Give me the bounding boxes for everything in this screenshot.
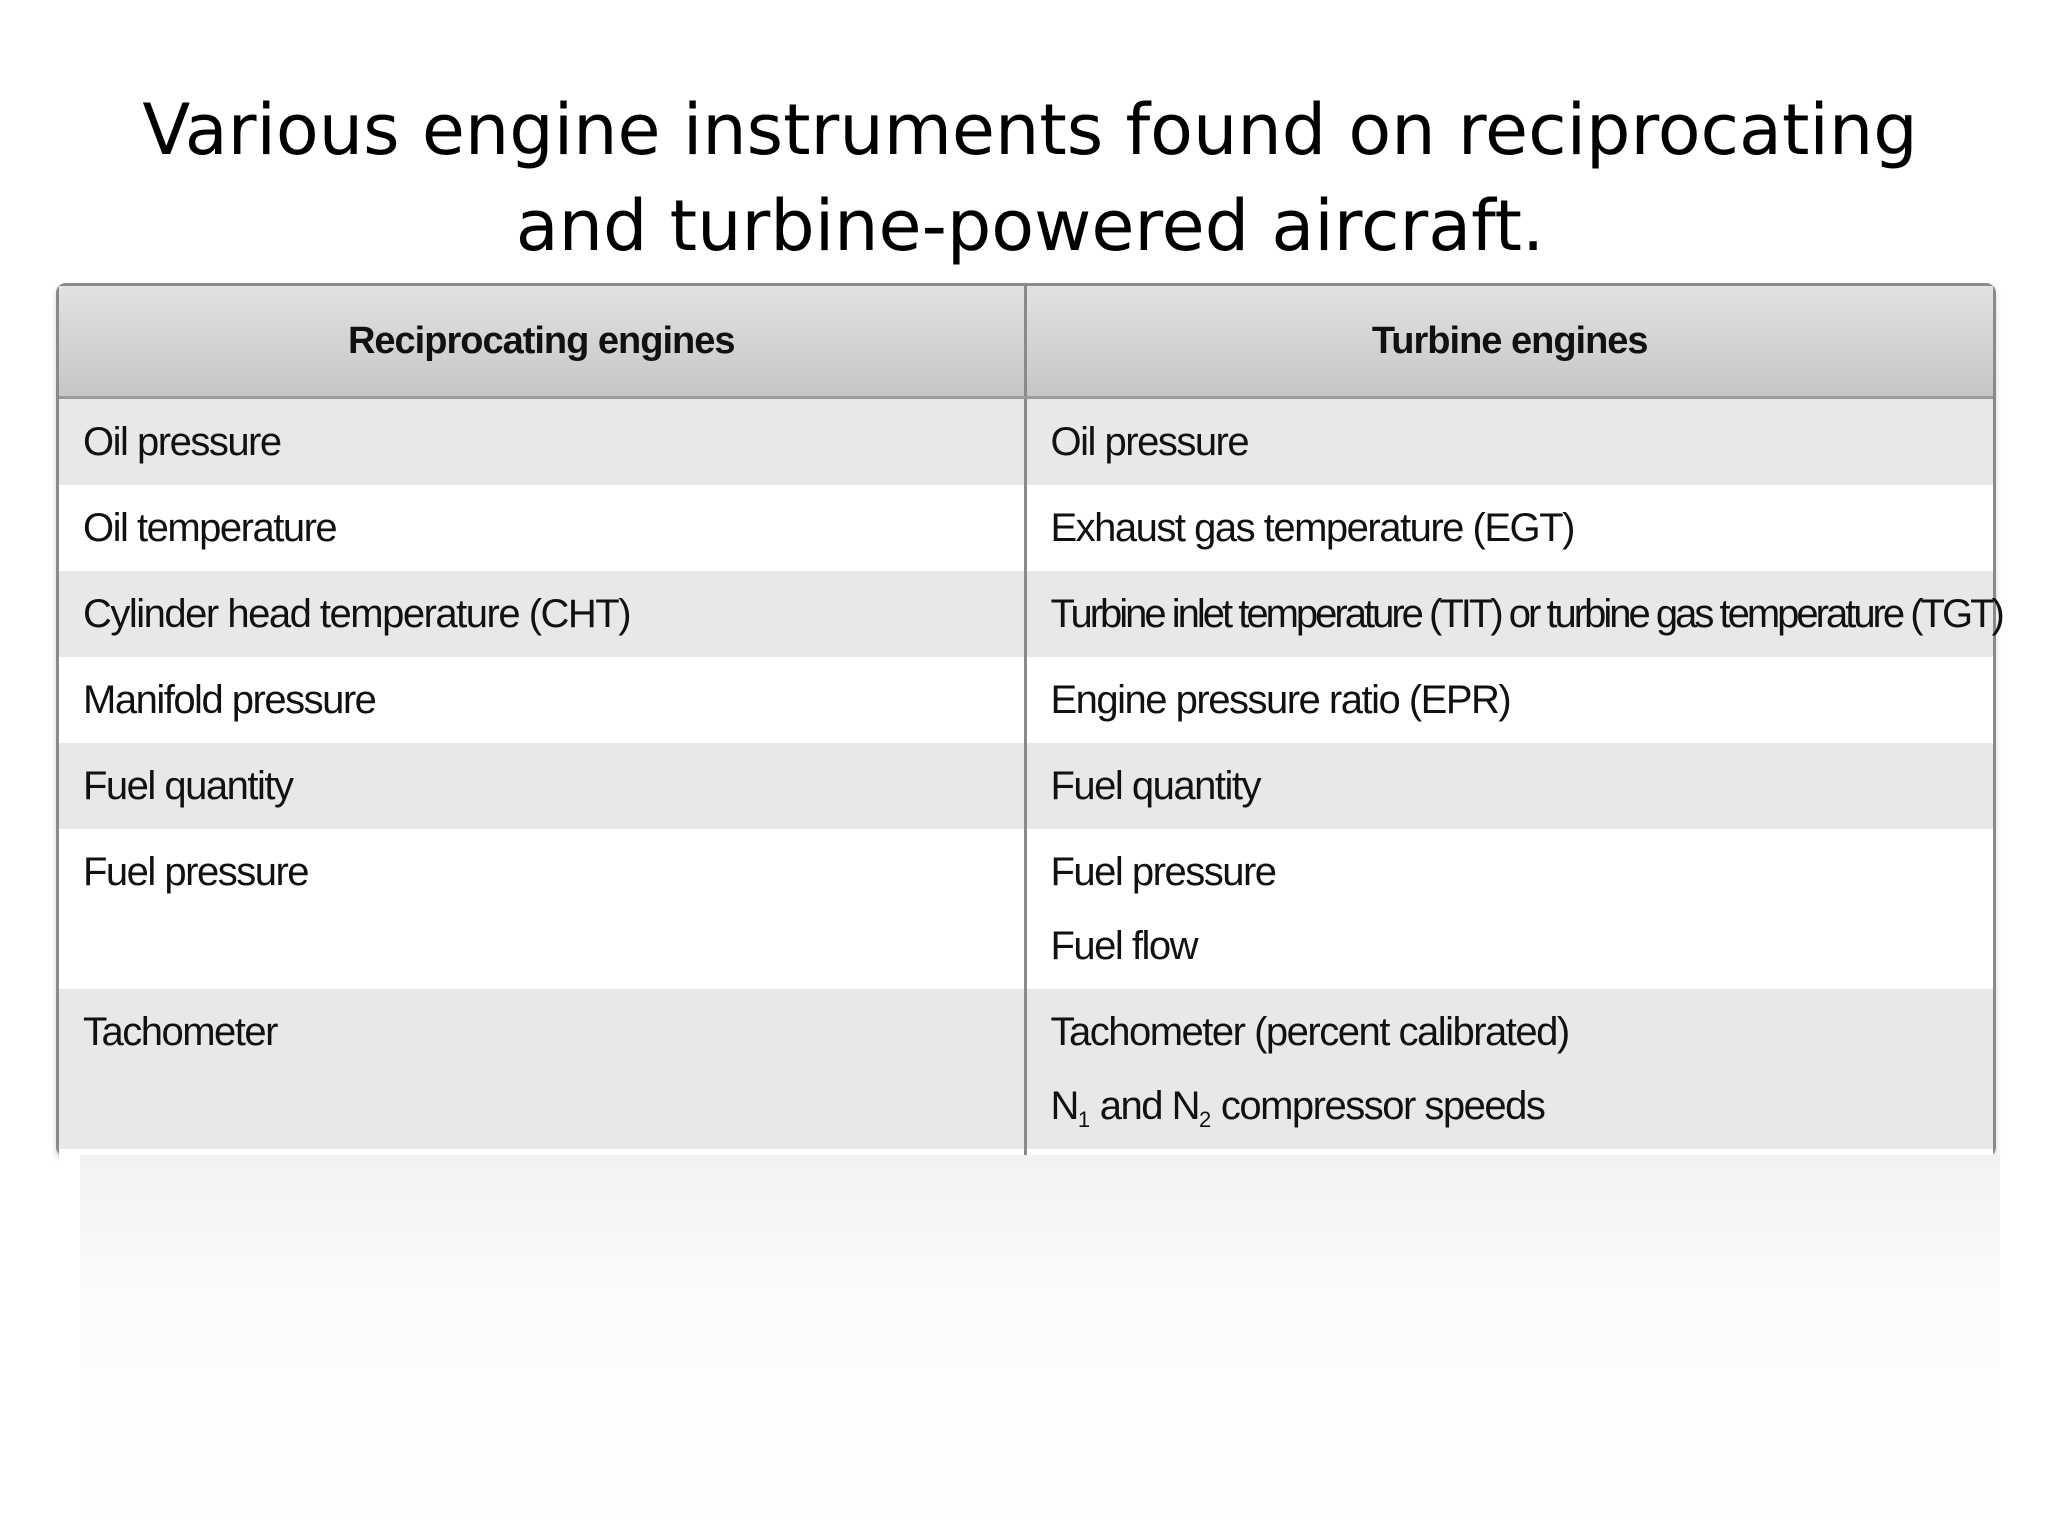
- cell-text: Oil temperature: [83, 506, 337, 550]
- cell-text: Fuel pressure: [1050, 850, 1276, 894]
- and-text: and: [1090, 1084, 1172, 1128]
- cell-text: Tachometer (percent calibrated): [1050, 1010, 1569, 1054]
- table-row: [59, 571, 1993, 657]
- n-letter: N: [1171, 1084, 1199, 1128]
- cell-text: Engine pressure ratio (EPR): [1050, 678, 1511, 722]
- table-row: [59, 398, 1993, 486]
- cell-turbine: [1025, 657, 1993, 743]
- table-header-row: [59, 286, 1993, 398]
- cell-text: Tachometer: [83, 1010, 277, 1054]
- cell-text: Fuel flow: [1050, 924, 1198, 968]
- cell-text: Oil pressure: [83, 420, 281, 464]
- table-row: [59, 829, 1993, 989]
- cell-text: Fuel pressure: [83, 850, 309, 894]
- table-row: [59, 657, 1993, 743]
- cell-text: Turbine inlet temperature (TIT) or turbine gas temperature (TGT): [1050, 592, 2002, 636]
- compressor-speeds-suffix: compressor speeds: [1211, 1084, 1545, 1128]
- table-row: [59, 743, 1993, 829]
- cell-reciprocating: [59, 657, 1025, 743]
- cell-text: Oil pressure: [1050, 420, 1249, 464]
- slide-title: Various engine instruments found on reciprocating and turbine-powered aircraft.: [142, 89, 1918, 267]
- cell-reciprocating: [59, 829, 1025, 989]
- cell-text: Exhaust gas temperature (EGT): [1050, 506, 1574, 550]
- cell-turbine: [1025, 989, 1993, 1149]
- cell-turbine: [1025, 571, 2002, 657]
- cell-text: Fuel quantity: [83, 764, 293, 808]
- cell-reciprocating: [59, 485, 1025, 571]
- cell-turbine: [1025, 743, 1993, 829]
- table-row: [59, 485, 1993, 571]
- header-turbine: Turbine engines: [1025, 286, 1993, 398]
- cell-reciprocating: [59, 989, 1025, 1149]
- table-reflection: [80, 1155, 2000, 1535]
- n2-subscript: 2: [1199, 1107, 1212, 1132]
- compressor-speeds-text: [1051, 1075, 1970, 1149]
- cell-reciprocating: [59, 743, 1025, 829]
- cell-reciprocating: [59, 398, 1025, 486]
- instruments-table: [56, 283, 2002, 1157]
- cell-turbine: [1025, 485, 1993, 571]
- cell-turbine: [1025, 398, 1993, 486]
- cell-turbine: [1025, 829, 1993, 989]
- header-reciprocating: Reciprocating engines: [59, 286, 1025, 398]
- cell-text: Cylinder head temperature (CHT): [83, 592, 631, 636]
- cell-reciprocating: [59, 571, 1025, 657]
- cell-text: Manifold pressure: [83, 678, 376, 722]
- n-letter: N: [1050, 1084, 1078, 1128]
- n1-subscript: 1: [1077, 1107, 1091, 1132]
- cell-text: Fuel quantity: [1050, 764, 1261, 808]
- table-row: [59, 989, 1993, 1149]
